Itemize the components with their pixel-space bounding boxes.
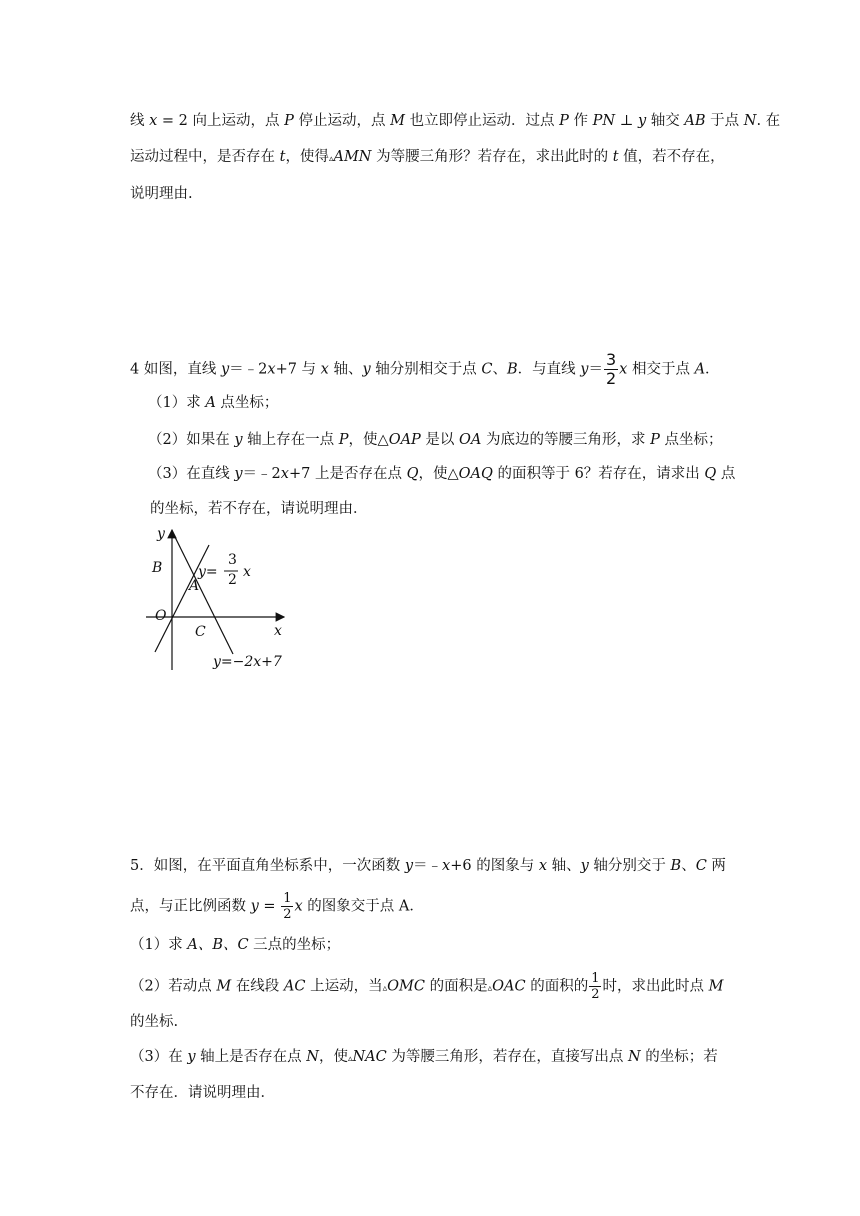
- point-B-label: B: [152, 560, 163, 576]
- fraction-1-2: $\frac{1}{2}$: [283, 891, 292, 922]
- y-axis-label: y: [157, 526, 165, 542]
- q4-sub-2: （2）如果在 y 轴上存在一点 P，使△OAP 是以 OA 为底边的等腰三角形，求 P 点坐标；: [148, 432, 723, 448]
- q4-stem: 4 如图，直线 y＝﹣2x+7 与 x 轴、y 轴分别相交于点 C、B．与直线 y＝ $\frac{3}{2}$ x 相交于点 A．: [130, 350, 720, 388]
- top-line-1: 线 x = 2 向上运动，点 P 停止运动，点 M 也立即停止运动．过点 P 作 PN ⊥ y 轴交 AB 于点 N. 在: [130, 113, 781, 129]
- origin-label: O: [155, 608, 167, 624]
- top-line-2: 运动过程中，是否存在 t，使得▵AMN 为等腰三角形？若存在，求出此时的 t 值，若不存在，: [130, 149, 725, 165]
- q5-sub-2: （2）若动点 M 在线段 AC 上运动，当▵OMC 的面积是▵OAC 的面积的 $\frac{1}{2}$ 时，求出此时点 M: [130, 971, 724, 1002]
- fraction-1-2-b: $\frac{1}{2}$: [591, 971, 600, 1002]
- point-C-label: C: [195, 624, 206, 640]
- eq1-x: x: [243, 564, 251, 580]
- q5-stem: 5．如图，在平面直角坐标系中，一次函数 y＝﹣x+6 的图象与 x 轴、y 轴分别交于 B、C 两: [130, 858, 726, 874]
- point-A-label: A: [189, 578, 200, 594]
- q5-stem-2: 点，与正比例函数 y = $\frac{1}{2}$ x 的图象交于点 A．: [130, 891, 424, 922]
- q4-sub-1: （1）求 A 点坐标；: [148, 395, 279, 411]
- q4-sub-3-cont: 的坐标，若不存在，请说明理由．: [150, 501, 368, 517]
- eq2-label: y=−2x+7: [213, 654, 282, 670]
- q5-sub-3: （3）在 y 轴上是否存在点 N，使▵NAC 为等腰三角形，若存在，直接写出点 N 的坐标；若: [130, 1049, 718, 1065]
- q5-sub-1: （1）求 A、B、C 三点的坐标；: [130, 937, 341, 953]
- top-line-3: 说明理由.: [130, 186, 193, 202]
- eq1-den: 2: [228, 572, 237, 588]
- eq1-prefix: y=: [198, 564, 218, 580]
- q5-sub-2-cont: 的坐标.: [130, 1014, 179, 1030]
- fraction-3-2: $\frac{3}{2}$: [605, 350, 617, 388]
- coordinate-figure: [140, 522, 340, 682]
- q4-sub-3: （3）在直线 y＝﹣2x+7 上是否存在点 Q，使△OAQ 的面积等于 6？若存在，请求出 Q 点: [148, 466, 736, 482]
- eq1-num: 3: [228, 552, 237, 568]
- x-axis-label: x: [274, 623, 282, 639]
- q5-sub-3-cont: 不存在．请说明理由．: [130, 1085, 275, 1101]
